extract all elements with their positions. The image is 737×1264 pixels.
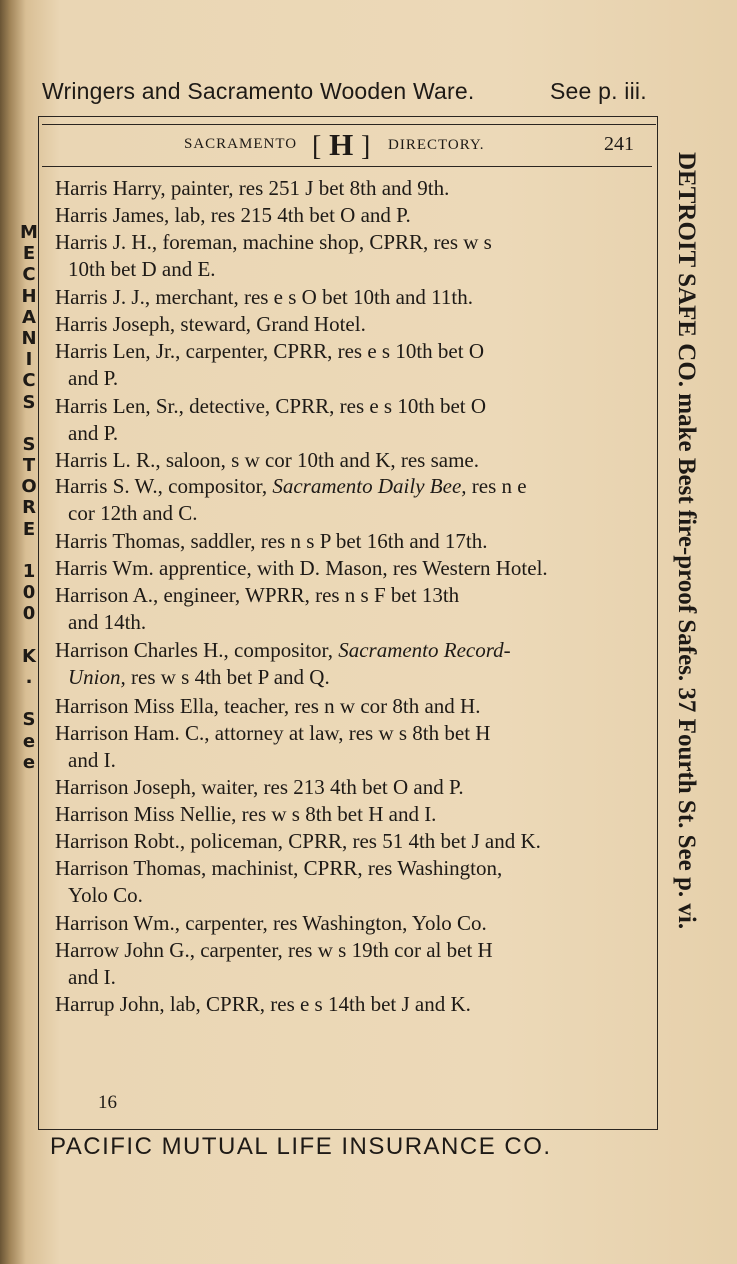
margin-letter: C (22, 370, 36, 392)
bracket-open: [ (312, 131, 322, 162)
margin-letter: e (22, 751, 36, 773)
entry-line: Harrison Ham. C., attorney at law, res w s 8th bet H (55, 721, 491, 745)
frame-rule (42, 124, 656, 125)
margin-letter: S (22, 709, 36, 731)
bracket-close: ] (360, 131, 371, 162)
entry-line: Harrison Charles H., compositor, Sacramento Record- (55, 638, 511, 662)
entry-line: Harris Len, Sr., detective, CPRR, res e s 10th bet O (55, 394, 487, 418)
entry-line: Harrison Thomas, machinist, CPRR, res Washington, (55, 856, 503, 880)
margin-letter: S (22, 433, 36, 455)
entry-line: Harrow John G., carpenter, res w s 19th cor al bet H (55, 938, 493, 962)
directory-entry (55, 311, 645, 338)
top-ad-see: See p. iii. (550, 78, 647, 104)
newspaper-name: Sacramento Daily Bee, (272, 474, 467, 498)
margin-letter: 1 (22, 561, 36, 582)
margin-letter: R (22, 497, 36, 519)
entry-continuation: and P. (68, 421, 119, 445)
margin-letter: e (22, 730, 36, 752)
signature-mark: 16 (98, 1092, 117, 1113)
entry-continuation: and I. (68, 965, 116, 989)
margin-letter: T (22, 455, 36, 477)
directory-entry (55, 720, 645, 774)
entry-line: Harris Wm. apprentice, with D. Mason, res Western Hotel. (55, 556, 548, 580)
entry-line: Harris J. J., merchant, res e s O bet 10th and 11th. (55, 285, 473, 309)
margin-letter: A (22, 306, 36, 328)
margin-letter (16, 688, 42, 709)
margin-letter: E (22, 518, 36, 540)
margin-letter: 0 (22, 582, 36, 604)
directory-entry (55, 284, 645, 311)
directory-entry (55, 555, 645, 582)
entry-line: Harris James, lab, res 215 4th bet O and P. (55, 203, 411, 227)
margin-letter: O (21, 476, 37, 498)
margin-letter: . (25, 666, 33, 688)
entry-line: Harris Joseph, steward, Grand Hotel. (55, 312, 366, 336)
margin-letter (16, 413, 42, 434)
margin-letter: C (22, 264, 36, 286)
entry-line: Harris L. R., saloon, s w cor 10th and K, res same. (55, 448, 479, 472)
entry-line: Harrison A., engineer, WPRR, res n s F bet 13th (55, 583, 460, 607)
directory-entry (55, 582, 645, 636)
directory-entry (55, 447, 645, 474)
entry-line: Harrup John, lab, CPRR, res e s 14th bet J and K. (55, 992, 471, 1016)
entry-line: Harrison Miss Nellie, res w s 8th bet H and I. (55, 802, 437, 826)
entry-line: Harrison Wm., carpenter, res Washington, Yolo Co. (55, 911, 487, 935)
top-ad-main: Wringers and Sacramento Wooden Ware. (42, 78, 475, 104)
section-letter: H (329, 127, 354, 162)
margin-letter: S (22, 391, 36, 413)
entry-continuation: cor 12th and C. (68, 501, 198, 525)
directory-entry (55, 473, 645, 527)
directory-entry (55, 774, 645, 801)
entry-continuation: 10th bet D and E. (68, 257, 216, 281)
directory-entry (55, 937, 645, 991)
directory-entry (55, 637, 645, 691)
directory-entry (55, 910, 645, 937)
directory-entry (55, 693, 645, 720)
header-letter (312, 127, 370, 163)
header-city: SACRAMENTO (184, 136, 298, 152)
directory-entry (55, 855, 645, 909)
margin-letter: M (20, 222, 38, 243)
margin-letter: K (22, 645, 36, 667)
directory-entry (55, 175, 645, 202)
header-directory: DIRECTORY. (388, 137, 485, 153)
directory-entry (55, 991, 645, 1018)
margin-letter: H (21, 285, 37, 307)
entry-line: Harrison Joseph, waiter, res 213 4th bet O and P. (55, 775, 464, 799)
directory-entry (55, 528, 645, 555)
entry-line: Harris Harry, painter, res 251 J bet 8th and 9th. (55, 176, 450, 200)
page-number: 241 (604, 133, 634, 155)
entry-continuation: Yolo Co. (68, 883, 143, 907)
entry-continuation: Union, res w s 4th bet P and Q. (68, 665, 330, 689)
entry-line: Harrison Robt., policeman, CPRR, res 51 4th bet J and K. (55, 829, 541, 853)
entry-continuation: and I. (68, 748, 116, 772)
margin-letter (16, 625, 42, 646)
margin-letter: 0 (22, 603, 36, 625)
directory-entry (55, 393, 645, 447)
newspaper-name: Union, (68, 665, 126, 689)
entry-line: Harris Thomas, saddler, res n s P bet 16th and 17th. (55, 529, 488, 553)
entry-line: Harris S. W., compositor, Sacramento Daily Bee, res n e (55, 474, 527, 498)
entry-continuation: and P. (68, 366, 119, 390)
directory-entry (55, 338, 645, 392)
margin-letter: N (21, 327, 37, 349)
entry-line: Harris Len, Jr., carpenter, CPRR, res e s 10th bet O (55, 339, 484, 363)
directory-entry (55, 229, 645, 283)
left-margin-advertisement (16, 222, 42, 773)
running-header (42, 127, 652, 167)
margin-letter: I (25, 349, 33, 371)
directory-entry (55, 801, 645, 828)
right-margin-advertisement: DETROIT SAFE CO. make Best fire-proof Safes. 37 Fourth St. See p. vi. (673, 152, 700, 930)
margin-letter: E (22, 243, 36, 265)
margin-letter (16, 540, 42, 561)
entry-line: Harris J. H., foreman, machine shop, CPRR, res w s (55, 230, 492, 254)
bottom-advertisement: PACIFIC MUTUAL LIFE INSURANCE CO. (50, 1133, 552, 1160)
directory-entry (55, 828, 645, 855)
entry-continuation: and 14th. (68, 610, 147, 634)
top-advertisement (42, 78, 682, 105)
entry-line: Harrison Miss Ella, teacher, res n w cor 8th and H. (55, 694, 481, 718)
newspaper-name: Sacramento Record- (338, 638, 511, 662)
directory-entry (55, 202, 645, 229)
